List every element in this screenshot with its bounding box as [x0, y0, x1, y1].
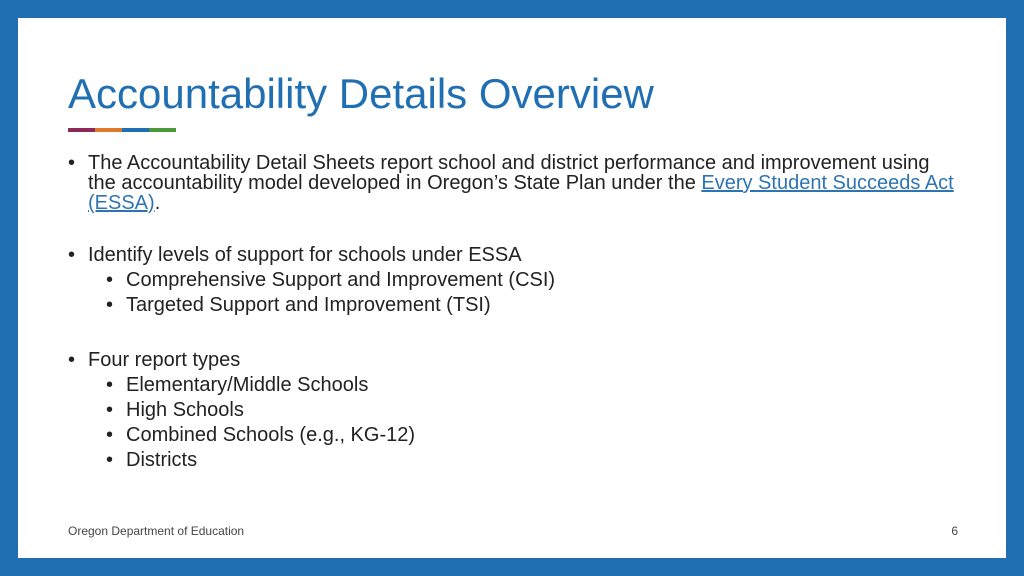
sub-bullet-item: • Elementary/Middle Schools — [68, 375, 958, 395]
bullet-text: Identify levels of support for schools under ESSA — [88, 244, 522, 266]
accent-segment — [149, 128, 176, 132]
bullet-item — [68, 245, 958, 265]
sub-bullet-item: • Targeted Support and Improvement (TSI) — [68, 295, 958, 315]
footer-text: Oregon Department of Education — [68, 524, 245, 538]
accent-segment — [68, 128, 95, 132]
title-accent-bar — [68, 128, 176, 132]
accent-segment — [95, 128, 122, 132]
slide-title: Accountability Details Overview — [68, 70, 654, 117]
slide-content — [68, 153, 958, 470]
bullet-item — [68, 153, 958, 213]
sub-bullet-item: • Combined Schools (e.g., KG-12) — [68, 425, 958, 445]
sub-bullet-item: • Districts — [68, 450, 958, 470]
slide — [18, 18, 1006, 558]
essa-link[interactable]: Every Student Succeeds Act (ESSA) — [88, 172, 954, 214]
sub-bullet-item: • Comprehensive Support and Improvement (CSI) — [68, 270, 958, 290]
accent-segment — [122, 128, 149, 132]
bullet-text: The Accountability Detail Sheets report school and district performance and improvement using the accountability model developed in Oregon’s State Plan under the — [88, 152, 930, 194]
bullet-text-end: . — [154, 192, 161, 214]
bullet-text: Four report types — [88, 349, 241, 371]
bullet-item — [68, 350, 958, 370]
page-number: 6 — [951, 524, 958, 538]
sub-bullet-item: • High Schools — [68, 400, 958, 420]
